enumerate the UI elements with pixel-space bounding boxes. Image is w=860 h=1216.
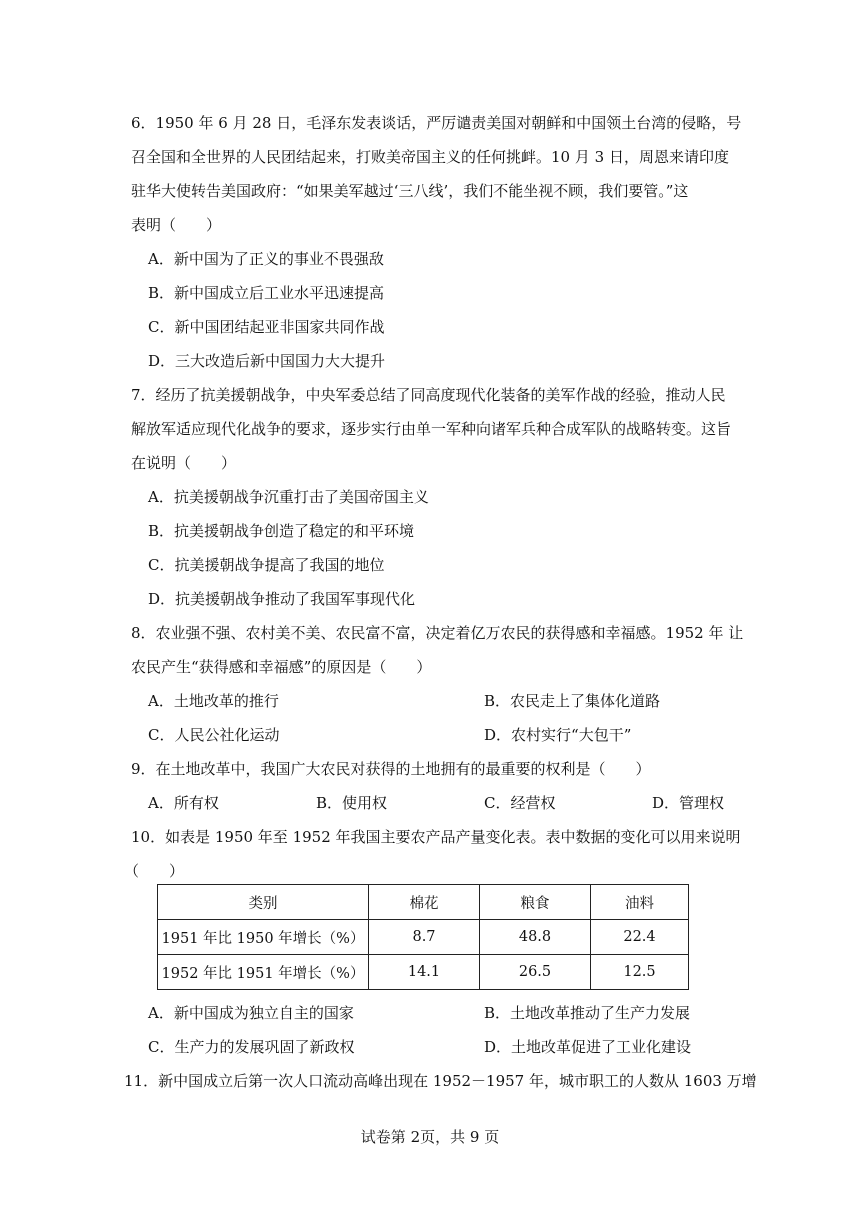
q6-line-4: 表明（ ）	[131, 216, 222, 234]
q6-line-2: 召全国和全世界的人民团结起来，打败美帝国主义的任何挑衅。10 月 3 日，周恩来请印度	[131, 148, 729, 166]
q9-option-a: A．所有权	[148, 794, 219, 812]
q9-option-b: B．使用权	[316, 794, 388, 812]
q6-line-1: 6．1950 年 6 月 28 日，毛泽东发表谈话，严厉谴责美国对朝鲜和中国领土台湾的侵略，号	[131, 114, 742, 132]
q6-line-3: 驻华大使转告美国政府：“如果美军越过‘三八线’，我们不能坐视不顾，我们要管。”这	[131, 182, 689, 200]
q6-option-a: A．新中国为了正义的事业不畏强敌	[148, 250, 384, 268]
q7-line-3: 在说明（ ）	[131, 454, 237, 472]
q11-line-1: 11．新中国成立后第一次人口流动高峰出现在 1952－1957 年，城市职工的人数从 1603 万增	[124, 1072, 757, 1090]
table-cell: 48.8	[480, 920, 591, 955]
q6-option-c: C．新中国团结起亚非国家共同作战	[148, 318, 385, 336]
q8-line-1: 8．农业强不强、农村美不美、农民富不富，决定着亿万农民的获得感和幸福感。1952 年 让	[131, 624, 744, 642]
q7-option-b: B．抗美援朝战争创造了稳定的和平环境	[148, 522, 415, 540]
q10-line-1: 10．如表是 1950 年至 1952 年我国主要农产品产量变化表。表中数据的变化可以用来说明	[131, 828, 741, 846]
table-cell: 22.4	[591, 920, 689, 955]
table-header-cell: 油料	[591, 885, 689, 920]
q10-option-d: D．土地改革促进了工业化建设	[484, 1038, 692, 1056]
q8-option-c: C．人民公社化运动	[148, 726, 280, 744]
table-header-cell: 类别	[158, 885, 369, 920]
table-cell: 26.5	[480, 955, 591, 990]
table-header-cell: 棉花	[369, 885, 480, 920]
q9-option-c: C．经营权	[484, 794, 556, 812]
table-cell: 1951 年比 1950 年增长（%）	[158, 920, 369, 955]
q6-option-d: D．三大改造后新中国国力大大提升	[148, 352, 386, 370]
q9-line-1: 9．在土地改革中，我国广大农民对获得的土地拥有的最重要的权利是（ ）	[131, 760, 651, 778]
q10-line-2: （ ）	[124, 862, 185, 880]
q8-line-2: 农民产生“获得感和幸福感”的原因是（ ）	[131, 658, 432, 676]
q10-option-c: C．生产力的发展巩固了新政权	[148, 1038, 355, 1056]
table-header-cell: 粮食	[480, 885, 591, 920]
table-row	[158, 920, 689, 955]
q9-option-d: D．管理权	[652, 794, 725, 812]
production-table	[157, 884, 689, 990]
q7-line-1: 7．经历了抗美援朝战争，中央军委总结了同高度现代化装备的美军作战的经验，推动人民	[131, 386, 726, 404]
q6-option-b: B．新中国成立后工业水平迅速提高	[148, 284, 385, 302]
table-header-row	[158, 885, 689, 920]
q8-option-d: D．农村实行“大包干”	[484, 726, 632, 744]
q8-option-b: B．农民走上了集体化道路	[484, 692, 661, 710]
table-row	[158, 955, 689, 990]
q7-option-c: C．抗美援朝战争提高了我国的地位	[148, 556, 385, 574]
page-footer: 试卷第 2页，共 9 页	[360, 1128, 500, 1146]
table-cell: 8.7	[369, 920, 480, 955]
table-cell: 14.1	[369, 955, 480, 990]
q7-line-2: 解放军适应现代化战争的要求，逐步实行由单一军种向诸军兵种合成军队的战略转变。这旨	[131, 420, 732, 438]
table-cell: 1952 年比 1951 年增长（%）	[158, 955, 369, 990]
table-cell: 12.5	[591, 955, 689, 990]
q7-option-a: A．抗美援朝战争沉重打击了美国帝国主义	[148, 488, 429, 506]
q10-option-a: A．新中国成为独立自主的国家	[148, 1004, 354, 1022]
q7-option-d: D．抗美援朝战争推动了我国军事现代化	[148, 590, 416, 608]
q10-option-b: B．土地改革推动了生产力发展	[484, 1004, 691, 1022]
q8-option-a: A．土地改革的推行	[148, 692, 279, 710]
